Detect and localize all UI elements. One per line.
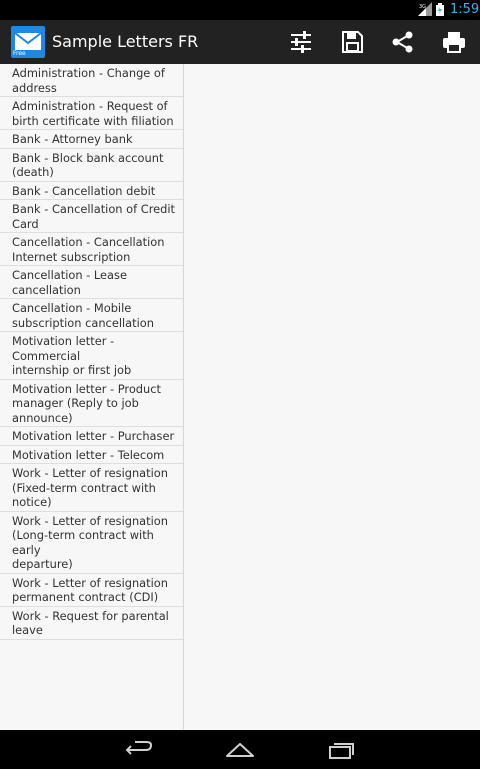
letter-list-item[interactable]: Work - Request for parental leave — [0, 607, 183, 640]
letter-list-item[interactable]: Motivation letter - Commercial internship or first job — [0, 332, 183, 380]
letter-detail-pane — [184, 64, 480, 730]
clock: 1:59 — [450, 2, 480, 17]
letter-list-item[interactable]: Administration - Request of birth certificate with filiation — [0, 97, 183, 130]
letter-list-item[interactable]: Work - Letter of resignation (Long-term contract with early departure) — [0, 512, 183, 574]
letter-list-item[interactable]: Cancellation - Mobile subscription cancellation — [0, 299, 183, 332]
letter-list-item[interactable]: Cancellation - Cancellation Internet subscription — [0, 233, 183, 266]
letter-list-item[interactable]: Cancellation - Lease cancellation — [0, 266, 183, 299]
letter-list[interactable] — [0, 64, 184, 730]
print-icon[interactable] — [441, 29, 467, 55]
app-icon[interactable] — [11, 26, 45, 58]
action-bar — [0, 20, 480, 64]
status-bar — [0, 0, 480, 20]
letter-list-item[interactable]: Motivation letter - Purchaser — [0, 427, 183, 446]
signal-icon — [418, 2, 432, 16]
letter-list-item[interactable]: Work - Letter of resignation (Fixed-term contract with notice) — [0, 464, 183, 512]
free-badge: Free — [13, 50, 26, 57]
letter-list-item[interactable]: Work - Letter of resignation permanent contract (CDI) — [0, 574, 183, 607]
letter-list-item[interactable]: Bank - Cancellation of Credit Card — [0, 200, 183, 233]
recent-apps-icon[interactable] — [326, 739, 358, 761]
back-icon[interactable] — [122, 739, 154, 761]
save-icon[interactable] — [339, 29, 365, 55]
battery-icon — [436, 3, 444, 16]
letter-list-item[interactable]: Bank - Attorney bank — [0, 130, 183, 149]
share-icon[interactable] — [390, 29, 416, 55]
letter-list-item[interactable]: Bank - Cancellation debit — [0, 182, 183, 201]
app-title: Sample Letters FR — [52, 32, 199, 51]
home-icon[interactable] — [224, 739, 256, 761]
letter-list-item[interactable]: Bank - Block bank account (death) — [0, 149, 183, 182]
letter-list-item[interactable]: Administration - Change of address — [0, 64, 183, 97]
svg-text:3G: 3G — [419, 4, 427, 10]
navigation-bar — [0, 730, 480, 769]
letter-list-item[interactable]: Motivation letter - Product manager (Reply to job announce) — [0, 380, 183, 428]
letter-list-item[interactable]: Motivation letter - Telecom — [0, 446, 183, 465]
settings-sliders-icon[interactable] — [288, 29, 314, 55]
